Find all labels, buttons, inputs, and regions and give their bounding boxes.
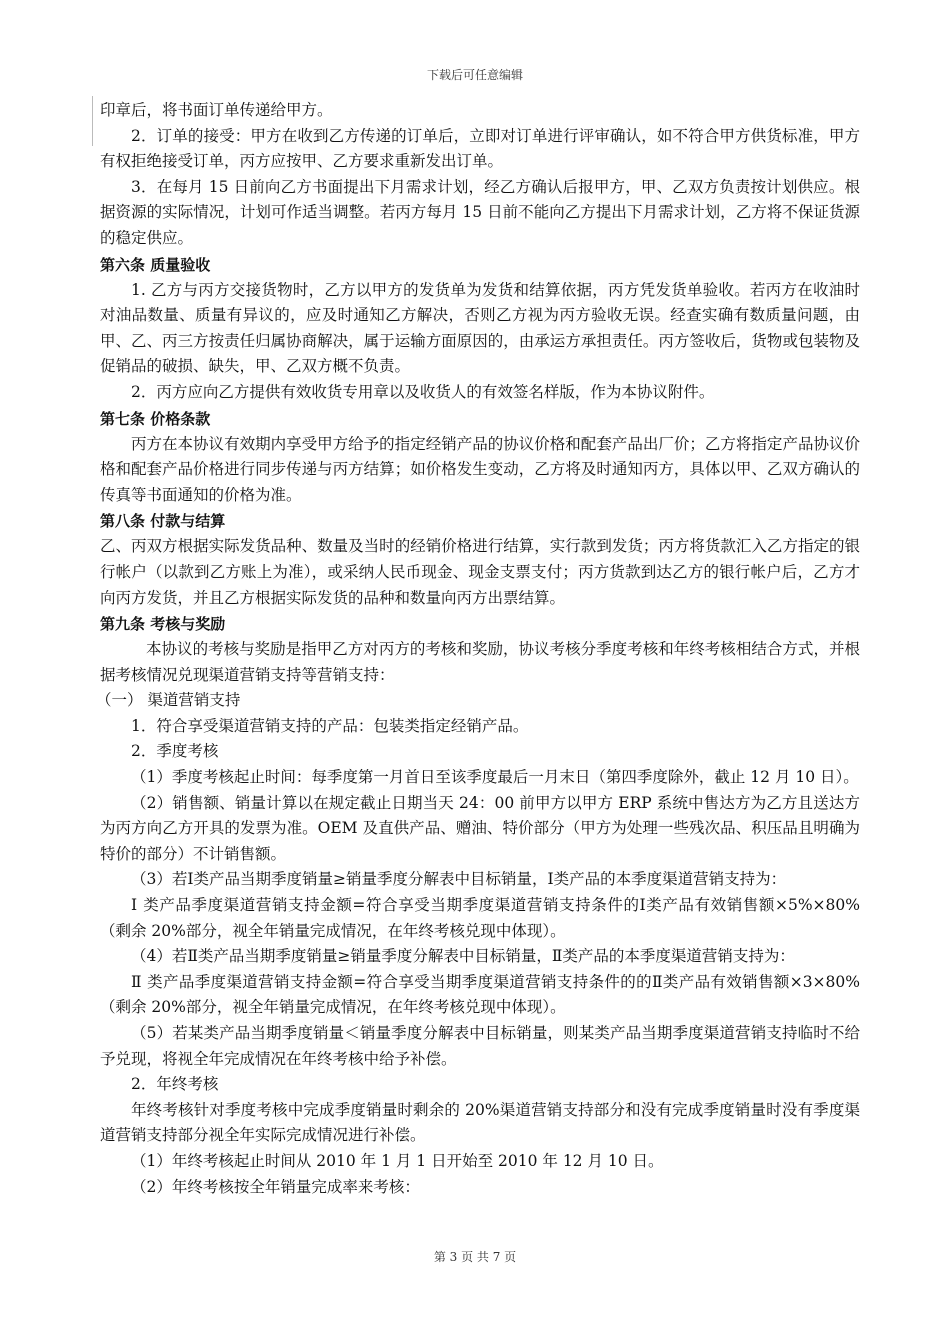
section-heading: 第六条 质量验收 bbox=[100, 255, 211, 274]
document-body bbox=[96, 98, 860, 1200]
paragraph: 2．年终考核 bbox=[131, 1075, 219, 1094]
paragraph: 2．丙方应向乙方提供有效收货专用章以及收货人的有效签名样版，作为本协议附件。 bbox=[131, 382, 715, 401]
paragraph: （4）若Ⅱ类产品当期季度销量≥销量季度分解表中目标销量，Ⅱ类产品的本季度渠道营销支持为： bbox=[131, 947, 795, 966]
paragraph: 2．季度考核 bbox=[131, 742, 219, 761]
paragraph: Ⅱ 类产品季度渠道营销支持金额=符合享受当期季度渠道营销支持条件的的Ⅱ类产品有效销售额×3×80%（剩余 20%部分，视全年销量完成情况，在年终考核兑现中体现）。 bbox=[100, 972, 860, 1017]
section-heading: 第八条 付款与结算 bbox=[100, 512, 226, 531]
paragraph: （3）若Ⅰ类产品当期季度销量≥销量季度分解表中目标销量，Ⅰ类产品的本季度渠道营销支持为： bbox=[131, 870, 787, 889]
paragraph: （2）销售额、销量计算以在规定截止日期当天 24：00 前甲方以甲方 ERP 系统中售达方为乙方且送达方为丙方向乙方开具的发票为准。OEM 及直供产品、赠油、特价部分（甲方为处理一些残次品、积压品且明确为特价的部分）不计销售额。 bbox=[100, 793, 860, 863]
paragraph: 3．在每月 15 日前向乙方书面提出下月需求计划，经乙方确认后报甲方，甲、乙双方负责按计划供应。根据资源的实际情况，计划可作适当调整。若丙方每月 15 日前不能向乙方提出下月需求计划，乙方将不保证货源的稳定供应。 bbox=[100, 177, 860, 247]
paragraph: 2．订单的接受：甲方在收到乙方传递的订单后，立即对订单进行评审确认，如不符合甲方供货标准，甲方有权拒绝接受订单，丙方应按甲、乙方要求重新发出订单。 bbox=[100, 126, 860, 171]
paragraph: （1）季度考核起止时间：每季度第一月首日至该季度最后一月末日（第四季度除外，截止 12 月 10 日）。 bbox=[131, 768, 859, 787]
section-heading: 第七条 价格条款 bbox=[100, 409, 211, 428]
page-header: 下载后可任意编辑 bbox=[426, 68, 523, 82]
revision-margin-line bbox=[92, 96, 93, 146]
paragraph: （2）年终考核按全年销量完成率来考核： bbox=[131, 1177, 420, 1196]
page-footer: 第 3 页 共 7 页 bbox=[433, 1250, 517, 1264]
paragraph: （1）年终考核起止时间从 2010 年 1 月 1 日开始至 2010 年 12 月 10 日。 bbox=[131, 1151, 664, 1170]
paragraph: 丙方在本协议有效期内享受甲方给予的指定经销产品的协议价格和配套产品出厂价；乙方将指定产品协议价格和配套产品价格进行同步传递与丙方结算；如价格发生变动，乙方将及时通知丙方，具体以甲、乙双方确认的传真等书面通知的价格为准。 bbox=[100, 434, 860, 504]
paragraph: 乙、丙双方根据实际发货品种、数量及当时的经销价格进行结算，实行款到发货；丙方将货款汇入乙方指定的银行帐户（以款到乙方账上为准），或采纳人民币现金、现金支票支付；丙方货款到达乙方的银行帐户后，乙方才向丙方发货，并且乙方根据实际发货的品种和数量向丙方出票结算。 bbox=[100, 537, 860, 607]
paragraph: 1．符合享受渠道营销支持的产品：包装类指定经销产品。 bbox=[131, 716, 529, 735]
paragraph: 年终考核针对季度考核中完成季度销量时剩余的 20%渠道营销支持部分和没有完成季度销量时没有季度渠道营销支持部分视全年实际完成情况进行补偿。 bbox=[100, 1100, 860, 1145]
paragraph: 1. 乙方与丙方交接货物时，乙方以甲方的发货单为发货和结算依据，丙方凭发货单验收。若丙方在收油时对油品数量、质量有异议的，应及时通知乙方解决，否则乙方视为丙方验收无误。经查实确有数质量问题，由甲、乙、丙三方按责任归属协商解决，属于运输方面原因的，由承运方承担责任。丙方签收后，货物或包装物及促销品的破损、缺失，甲、乙双方概不负责。 bbox=[100, 280, 860, 376]
paragraph: （5）若某类产品当期季度销量＜销量季度分解表中目标销量，则某类产品当期季度渠道营销支持临时不给予兑现，将视全年完成情况在年终考核中给予补偿。 bbox=[100, 1024, 860, 1068]
paragraph: 本协议的考核与奖励是指甲乙方对丙方的考核和奖励，协议考核分季度考核和年终考核相结合方式，并根据考核情况兑现渠道营销支持等营销支持： bbox=[100, 640, 860, 684]
paragraph: Ⅰ 类产品季度渠道营销支持金额=符合享受当期季度渠道营销支持条件的Ⅰ类产品有效销售额×5%×80%（剩余 20%部分，视全年销量完成情况，在年终考核兑现中体现）。 bbox=[100, 896, 860, 940]
subsection-heading: （一） 渠道营销支持 bbox=[96, 691, 241, 710]
section-heading: 第九条 考核与奖励 bbox=[100, 615, 226, 634]
paragraph: 印章后，将书面订单传递给甲方。 bbox=[100, 101, 333, 119]
